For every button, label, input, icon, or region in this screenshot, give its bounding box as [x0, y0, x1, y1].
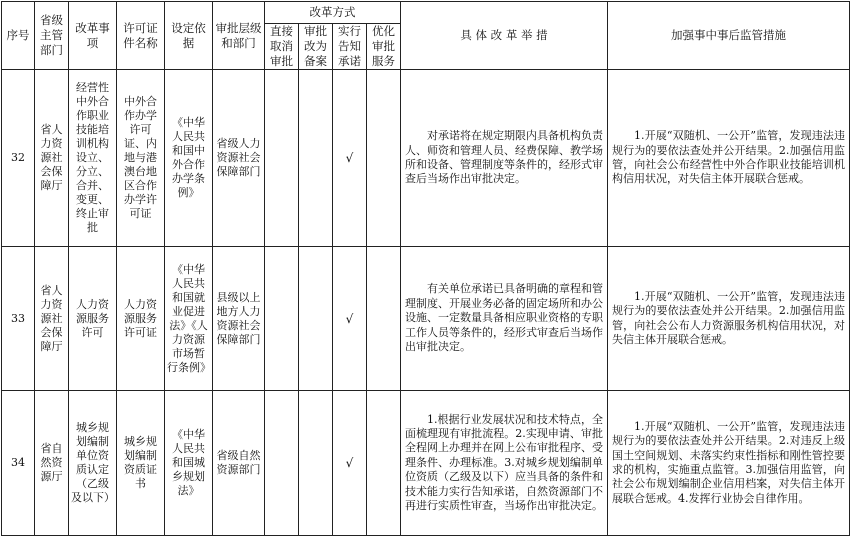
level-cell: 县级以上地方人力资源社会保障部门 [213, 247, 265, 391]
mark-commitment: √ [333, 391, 367, 536]
level-cell: 省级人力资源社会保障部门 [213, 70, 265, 247]
license-cell: 中外合作办学许可证、内地与港澳台地区合作办学许可证 [117, 70, 165, 247]
header-license: 许可证件名称 [117, 2, 165, 70]
mark-optimize [367, 391, 401, 536]
mark-filing [299, 391, 333, 536]
mark-cancel [265, 391, 299, 536]
measures-cell: 对承诺将在规定期限内具备机构负责人、师资和管理人员、经费保障、教学场所和设备、管理制度等条件的，经形式审查后当场作出审批决定。 [401, 70, 608, 247]
reform-table [1, 1, 850, 536]
dept-cell: 省人力资源社会保障厅 [35, 247, 69, 391]
supervision-cell: 1.开展“双随机、一公开”监管，发现违法违规行为的要依法查处并公开结果。2.加强信用监管，向社会公布人力资源服务机构信用状况，对失信主体开展联合惩戒。 [608, 247, 850, 391]
table-row [2, 391, 850, 536]
dept-cell: 省人力资源社会保障厅 [35, 70, 69, 247]
basis-cell: 《中华人民共和国中外合作办学条例》 [165, 70, 213, 247]
mark-commitment: √ [333, 70, 367, 247]
item-cell: 经营性中外合作职业技能培训机构设立、分立、合并、变更、终止审批 [69, 70, 117, 247]
header-item: 改革事项 [69, 2, 117, 70]
license-cell: 城乡规划编制资质证书 [117, 391, 165, 536]
header-basis: 设定依据 [165, 2, 213, 70]
item-cell: 城乡规划编制单位资质认定（乙级及以下） [69, 391, 117, 536]
mark-filing [299, 70, 333, 247]
header-reform-method: 改革方式 [265, 2, 401, 24]
header-method-cancel: 直接取消审批 [265, 24, 299, 70]
mark-cancel [265, 70, 299, 247]
measures-cell: 1.根据行业发展状况和技术特点，全面梳理现有审批流程。2.实现申请、审批全程网上办理并在网上公布审批程序、受理条件、办理标准。3.对城乡规划编制单位资质（乙级及以下）应当具备的条件和技术能力实行告知承诺，自然资源部门不再进行实质性审查，当场作出审批决定。 [401, 391, 608, 536]
header-method-commitment: 实行告知承诺 [333, 24, 367, 70]
mark-commitment: √ [333, 247, 367, 391]
mark-optimize [367, 247, 401, 391]
dept-cell: 省自然资源厅 [35, 391, 69, 536]
header-method-optimize: 优化审批服务 [367, 24, 401, 70]
level-cell: 省级自然资源部门 [213, 391, 265, 536]
header-level: 审批层级和部门 [213, 2, 265, 70]
mark-optimize [367, 70, 401, 247]
seq-cell: 34 [2, 391, 35, 536]
mark-cancel [265, 247, 299, 391]
seq-cell: 33 [2, 247, 35, 391]
header-seq: 序号 [2, 2, 35, 70]
table-row [2, 70, 850, 247]
basis-cell: 《中华人民共和国就业促进法》《人力资源市场暂行条例》 [165, 247, 213, 391]
supervision-cell: 1.开展“双随机、一公开”监管，发现违法违规行为的要依法查处并公开结果。2.对违反上级国土空间规划、未落实约束性指标和刚性管控要求的机构，实施重点监管。3.加强信用监管，向社会公布规划编制企业信用档案，对失信主体开展联合惩戒。4.发挥行业协会自律作用。 [608, 391, 850, 536]
supervision-cell: 1.开展“双随机、一公开”监管，发现违法违规行为的要依法查处并公开结果。2.加强信用监管，向社会公布经营性中外合作职业技能培训机构信用状况，对失信主体开展联合惩戒。 [608, 70, 850, 247]
header-method-filing: 审批改为备案 [299, 24, 333, 70]
seq-cell: 32 [2, 70, 35, 247]
measures-cell: 有关单位承诺已具备明确的章程和管理制度、开展业务必备的固定场所和办公设施、一定数量具备相应职业资格的专职工作人员等条件的，经形式审查后当场作出审批决定。 [401, 247, 608, 391]
license-cell: 人力资源服务许可证 [117, 247, 165, 391]
item-cell: 人力资源服务许可 [69, 247, 117, 391]
mark-filing [299, 247, 333, 391]
header-dept: 省级主管部门 [35, 2, 69, 70]
basis-cell: 《中华人民共和国城乡规划法》 [165, 391, 213, 536]
header-measures: 具 体 改 革 举 措 [401, 2, 608, 70]
table-row [2, 247, 850, 391]
header-supervision: 加强事中事后监管措施 [608, 2, 850, 70]
